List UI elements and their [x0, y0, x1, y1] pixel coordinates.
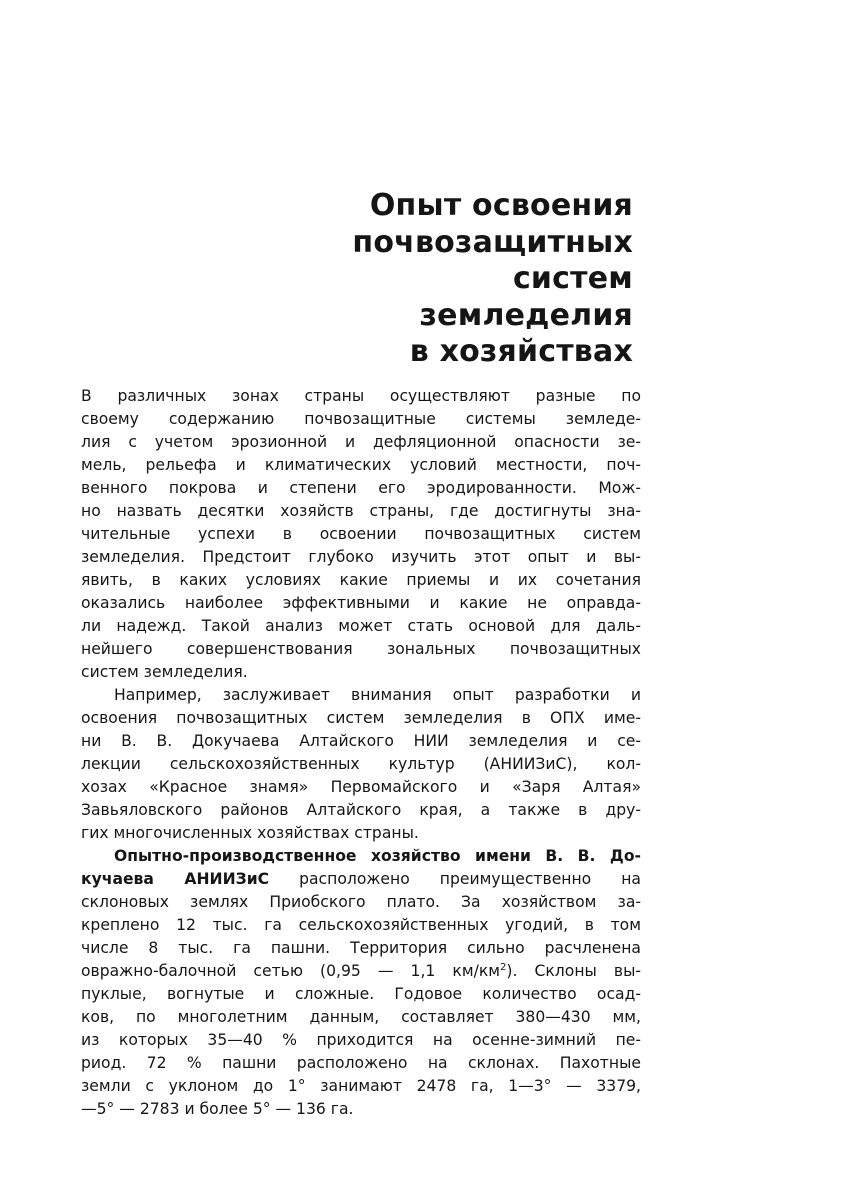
text-line: чительные успехи в освоении почвозащитных систем	[81, 525, 641, 543]
text-line: земли с уклоном до 1° занимают 2478 га, 1—3° — 3379,	[81, 1077, 641, 1095]
text-line: венного покрова и степени его эродированности. Мож-	[81, 479, 641, 497]
text-line: нейшего совершенствования зональных почвозащитных	[81, 640, 641, 658]
text-line: освоения почвозащитных систем земледелия в ОПХ име-	[81, 709, 641, 727]
title-line: Опыт освоения	[369, 188, 633, 223]
text-line: своему содержанию почвозащитные системы земледе-	[81, 410, 641, 428]
text-line: земледелия. Предстоит глубоко изучить этот опыт и вы-	[81, 548, 641, 566]
text-line: Опытно-производственное хозяйство имени В. В. До-	[114, 847, 641, 865]
text-line	[81, 868, 641, 891]
title-line: в хозяйствах	[409, 334, 633, 369]
text-line: ли надежд. Такой анализ может стать основой для даль-	[81, 617, 641, 635]
text-line: мель, рельефа и климатических условий местности, поч-	[81, 456, 641, 474]
article-title	[352, 188, 633, 371]
text-line	[81, 960, 641, 983]
text-line: лия с учетом эрозионной и дефляционной опасности зе-	[81, 433, 641, 451]
title-line: земледелия	[419, 297, 633, 333]
text-line: пуклые, вогнутые и сложные. Годовое количество осад-	[81, 985, 641, 1003]
text-line: оказались наиболее эффективными и какие не оправда-	[81, 594, 641, 612]
bold-heading-text: кучаева АНИИЗиС	[81, 870, 270, 888]
text-line: —5° — 2783 и более 5° — 136 га.	[81, 1100, 354, 1118]
text-line: систем земледелия.	[81, 663, 248, 681]
text-line: В различных зонах страны осуществляют разные по	[81, 387, 641, 405]
text-line: склоновых землях Приобского плато. За хозяйством за-	[81, 893, 641, 911]
text-line: ков, по многолетним данным, составляет 380—430 мм,	[81, 1008, 641, 1026]
superscript: 2	[500, 961, 507, 973]
inline-text: овражно-балочной сетью (0,95 — 1,1 км/км	[81, 962, 501, 980]
text-line: лекции сельскохозяйственных культур (АНИИЗиС), кол-	[81, 755, 641, 773]
text-line: риод. 72 % пашни расположено на склонах. Пахотные	[81, 1054, 641, 1072]
text-line: гих многочисленных хозяйствах страны.	[81, 824, 419, 842]
article-body	[81, 385, 641, 1121]
inline-text: ). Склоны вы-	[506, 962, 642, 980]
text-line: Завьяловского районов Алтайского края, а также в дру-	[81, 801, 641, 819]
text-line: хозах «Красное знамя» Первомайского и «Заря Алтая»	[81, 778, 641, 796]
text-line: Например, заслуживает внимания опыт разработки и	[114, 686, 641, 704]
text-line: числе 8 тыс. га пашни. Территория сильно расчленена	[81, 939, 641, 957]
text-line: явить, в каких условиях какие приемы и их сочетания	[81, 571, 641, 589]
text-line: ни В. В. Докучаева Алтайского НИИ земледелия и се-	[81, 732, 641, 750]
title-line: систем	[512, 261, 633, 296]
title-line: почвозащитных	[352, 224, 633, 260]
text-line: креплено 12 тыс. га сельскохозяйственных угодий, в том	[81, 916, 641, 934]
text-line: из которых 35—40 % приходится на осенне-зимний пе-	[81, 1031, 641, 1049]
text-line: но назвать десятки хозяйств страны, где достигнуты зна-	[81, 502, 641, 520]
inline-text: расположено преимущественно на	[269, 870, 641, 888]
